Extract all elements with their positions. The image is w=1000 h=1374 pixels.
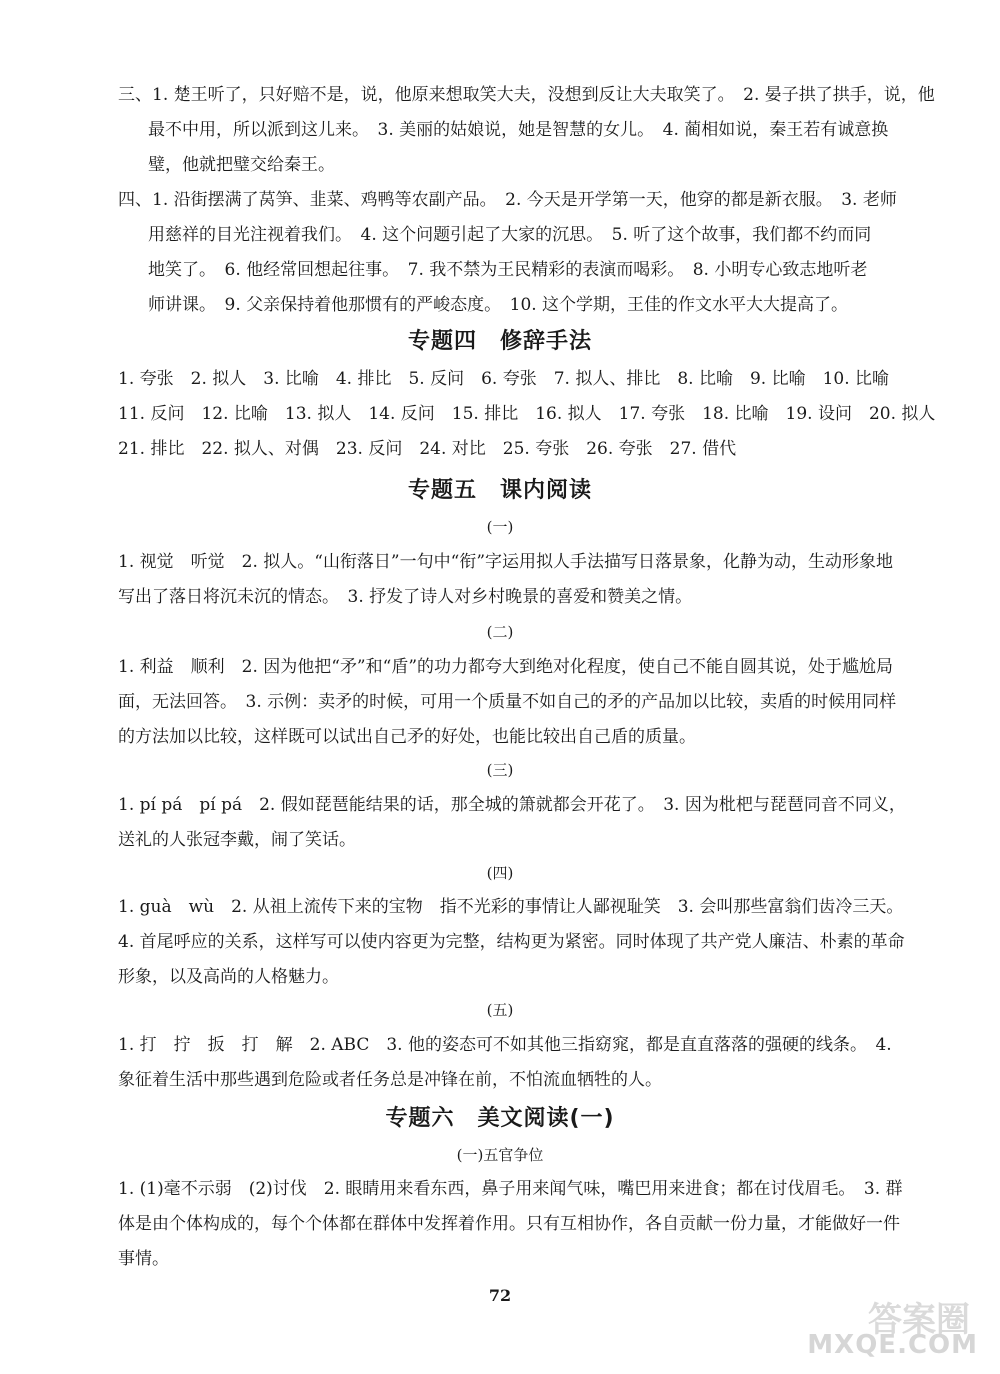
text-line: 地笑了。 6. 他经常回想起往事。 7. 我不禁为王民精彩的表演而喝彩。 8. 小明专心致志地听老 bbox=[148, 260, 868, 280]
text-line: 1. 视觉 听觉 2. 拟人。“山衔落日”一句中“衔”字运用拟人手法描写日落景象，化静为动，生动形象地 bbox=[118, 552, 894, 572]
text-line: 师讲课。 9. 父亲保持着他那惯有的严峻态度。 10. 这个学期，王佳的作文水平大大提高了。 bbox=[148, 295, 849, 315]
part-5-answers bbox=[118, 1028, 892, 1098]
text-line: 1. guà wù 2. 从祖上流传下来的宝物 指不光彩的事情让人鄙视耻笑 3. 会叫那些富翁们齿冷三天。 bbox=[118, 897, 904, 917]
text-line: 1. (1)毫不示弱 (2)讨伐 2. 眼睛用来看东西，鼻子用来闻气味，嘴巴用来进食；都在讨伐眉毛。 3. 群 bbox=[118, 1179, 903, 1199]
text-line: 四、1. 沿街摆满了莴笋、韭菜、鸡鸭等农副产品。 2. 今天是开学第一天，他穿的都是新衣服。 3. 老师 bbox=[118, 190, 897, 210]
part-heading: (二) bbox=[486, 623, 514, 641]
watermark-site: MXQE.COM bbox=[807, 1330, 978, 1360]
topic-6-part-1-answers bbox=[118, 1172, 903, 1277]
part-heading: (三) bbox=[486, 761, 514, 779]
text-line: 1. 夸张 2. 拟人 3. 比喻 4. 排比 5. 反问 6. 夸张 7. 拟人、排比 8. 比喻 9. 比喻 10. 比喻 bbox=[118, 369, 890, 389]
text-line: 1. 打 拧 扳 打 解 2. ABC 3. 他的姿态可不如其他三指窈窕，都是直直落落的强硬的线条。 4. bbox=[118, 1035, 892, 1055]
section-3-paragraph bbox=[118, 78, 935, 183]
part-heading: (一) bbox=[486, 518, 514, 536]
topic-6-title: 专题六 美文阅读(一) bbox=[385, 1106, 615, 1131]
text-line: 璧，他就把璧交给秦王。 bbox=[148, 155, 335, 175]
part-3-answers bbox=[118, 788, 906, 858]
text-line: 用慈祥的目光注视着我们。 4. 这个问题引起了大家的沉思。 5. 听了这个故事，我们都不约而同 bbox=[148, 225, 872, 245]
text-line: 1. pí pá pí pá 2. 假如琵琶能结果的话，那全城的箫就都会开花了。 3. 因为枇杷与琵琶同音不同义， bbox=[118, 795, 906, 815]
topic-5-title: 专题五 课内阅读 bbox=[407, 478, 592, 503]
text-line: 最不中用，所以派到这儿来。 3. 美丽的姑娘说，她是智慧的女儿。 4. 蔺相如说，秦王若有诚意换 bbox=[148, 120, 889, 140]
text-line: 象征着生活中那些遇到危险或者任务总是冲锋在前，不怕流血牺牲的人。 bbox=[118, 1070, 662, 1090]
watermark-logo: 答案圈 bbox=[868, 1300, 970, 1340]
text-line: 21. 排比 22. 拟人、对偶 23. 反问 24. 对比 25. 夸张 26. 夸张 27. 借代 bbox=[118, 439, 737, 459]
part-heading: (五) bbox=[486, 1001, 514, 1019]
part-2-answers bbox=[118, 650, 897, 755]
text-line: 写出了落日将沉未沉的情态。 3. 抒发了诗人对乡村晚景的喜爱和赞美之情。 bbox=[118, 587, 693, 607]
section-4-paragraph bbox=[118, 183, 897, 323]
text-line: 4. 首尾呼应的关系，这样写可以使内容更为完整，结构更为紧密。同时体现了共产党人廉洁、朴素的革命 bbox=[118, 932, 905, 952]
topic-4-title: 专题四 修辞手法 bbox=[407, 329, 592, 354]
part-heading: (四) bbox=[486, 864, 514, 882]
part-heading: (一)五官争位 bbox=[456, 1146, 544, 1164]
page-number: 72 bbox=[488, 1286, 512, 1305]
text-line: 形象，以及高尚的人格魅力。 bbox=[118, 967, 339, 987]
topic-4-answers bbox=[118, 362, 936, 467]
watermark bbox=[778, 1292, 978, 1362]
text-line: 事情。 bbox=[118, 1249, 169, 1269]
text-line: 三、1. 楚王听了，只好赔不是，说，他原来想取笑大夫，没想到反让大夫取笑了。 2. 晏子拱了拱手，说，他 bbox=[118, 85, 935, 105]
text-line: 送礼的人张冠李戴，闹了笑话。 bbox=[118, 830, 356, 850]
part-1-answers bbox=[118, 545, 894, 615]
text-line: 11. 反问 12. 比喻 13. 拟人 14. 反问 15. 排比 16. 拟人 17. 夸张 18. 比喻 19. 设问 20. 拟人 bbox=[118, 404, 936, 424]
text-line: 1. 利益 顺利 2. 因为他把“矛”和“盾”的功力都夸大到绝对化程度，使自己不能自圆其说，处于尴尬局 bbox=[118, 657, 894, 677]
text-line: 体是由个体构成的，每个个体都在群体中发挥着作用。只有互相协作，各自贡献一份力量，才能做好一件 bbox=[118, 1214, 900, 1234]
part-4-answers bbox=[118, 890, 905, 995]
text-line: 面，无法回答。 3. 示例：卖矛的时候，可用一个质量不如自己的矛的产品加以比较，卖盾的时候用同样 bbox=[118, 692, 897, 712]
text-line: 的方法加以比较，这样既可以试出自己矛的好处，也能比较出自己盾的质量。 bbox=[118, 727, 696, 747]
